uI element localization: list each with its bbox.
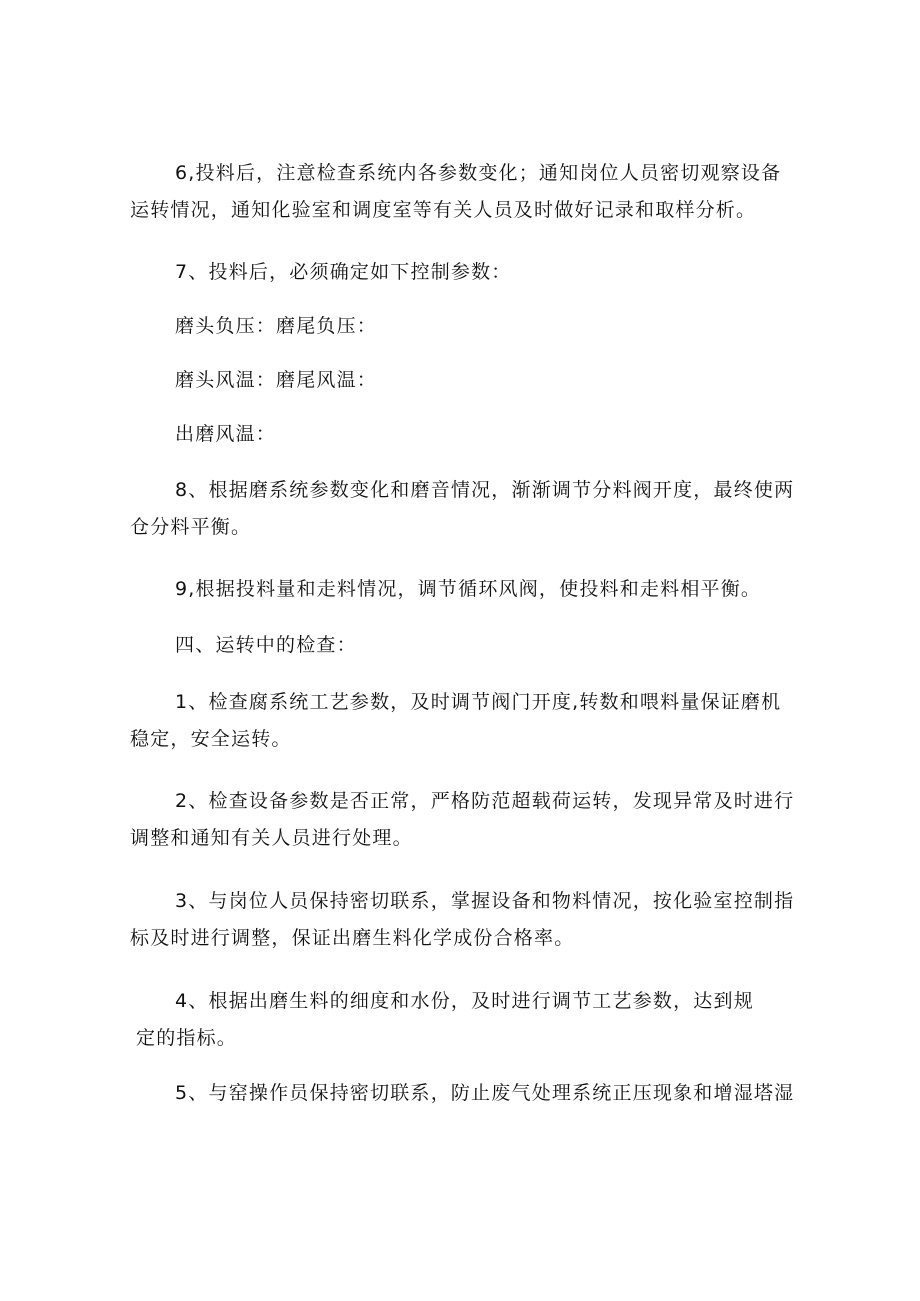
text-line: 4、根据出磨生料的细度和水份，及时进行调节工艺参数，达到规 <box>175 990 754 1012</box>
text-line: 四、运转中的检查： <box>175 634 357 656</box>
text-line: 6,投料后，注意检查系统内各参数变化；通知岗位人员密切观察设备 <box>175 162 782 184</box>
text-line: 9,根据投料量和走料情况，调节循环风阀，使投料和走料相平衡。 <box>175 578 762 600</box>
text-line: 磨头风温：磨尾风温： <box>175 369 378 391</box>
text-line: 7、投料后，必须确定如下控制参数： <box>175 261 512 283</box>
paragraph-check-3 <box>130 883 820 957</box>
text-line: 稳定，安全运转。 <box>130 728 292 750</box>
paragraph-mill-head-pressure <box>130 308 820 345</box>
paragraph-8 <box>130 472 820 546</box>
paragraph-7 <box>130 254 820 291</box>
paragraph-outlet-temp <box>130 416 820 453</box>
text-line: 调整和通知有关人员进行处理。 <box>130 827 413 849</box>
text-line: 标及时进行调整，保证出磨生料化学成份合格率。 <box>130 927 575 949</box>
paragraph-6 <box>130 155 820 229</box>
text-line: 定的指标。 <box>136 1027 238 1049</box>
paragraph-9 <box>130 571 820 608</box>
text-line: 2、检查设备参数是否正常，严格防范超载荷运转，发现异常及时进行 <box>175 790 795 812</box>
text-line: 运转情况，通知化验室和调度室等有关人员及时做好记录和取样分析。 <box>130 199 757 221</box>
text-line: 1、检查腐系统工艺参数，及时调节阀门开度,转数和喂料量保证磨机 <box>175 691 782 713</box>
text-line: 5、与窑操作员保持密切联系，防止废气处理系统正压现象和增湿塔湿 <box>175 1082 795 1104</box>
text-line: 出磨风温： <box>175 423 277 445</box>
text-line: 8、根据磨系统参数变化和磨音情况，渐渐调节分料阀开度，最终使两 <box>175 479 795 501</box>
text-line: 3、与岗位人员保持密切联系，掌握设备和物料情况，按化验室控制指 <box>175 890 795 912</box>
text-line: 仓分料平衡。 <box>130 516 252 538</box>
section-heading-4 <box>130 627 820 664</box>
text-line: 磨头负压：磨尾负压： <box>175 315 378 337</box>
paragraph-check-1 <box>130 684 820 758</box>
paragraph-check-4 <box>130 983 820 1057</box>
paragraph-check-5 <box>130 1075 820 1112</box>
paragraph-check-2 <box>130 783 820 857</box>
paragraph-mill-head-temp <box>130 362 820 399</box>
